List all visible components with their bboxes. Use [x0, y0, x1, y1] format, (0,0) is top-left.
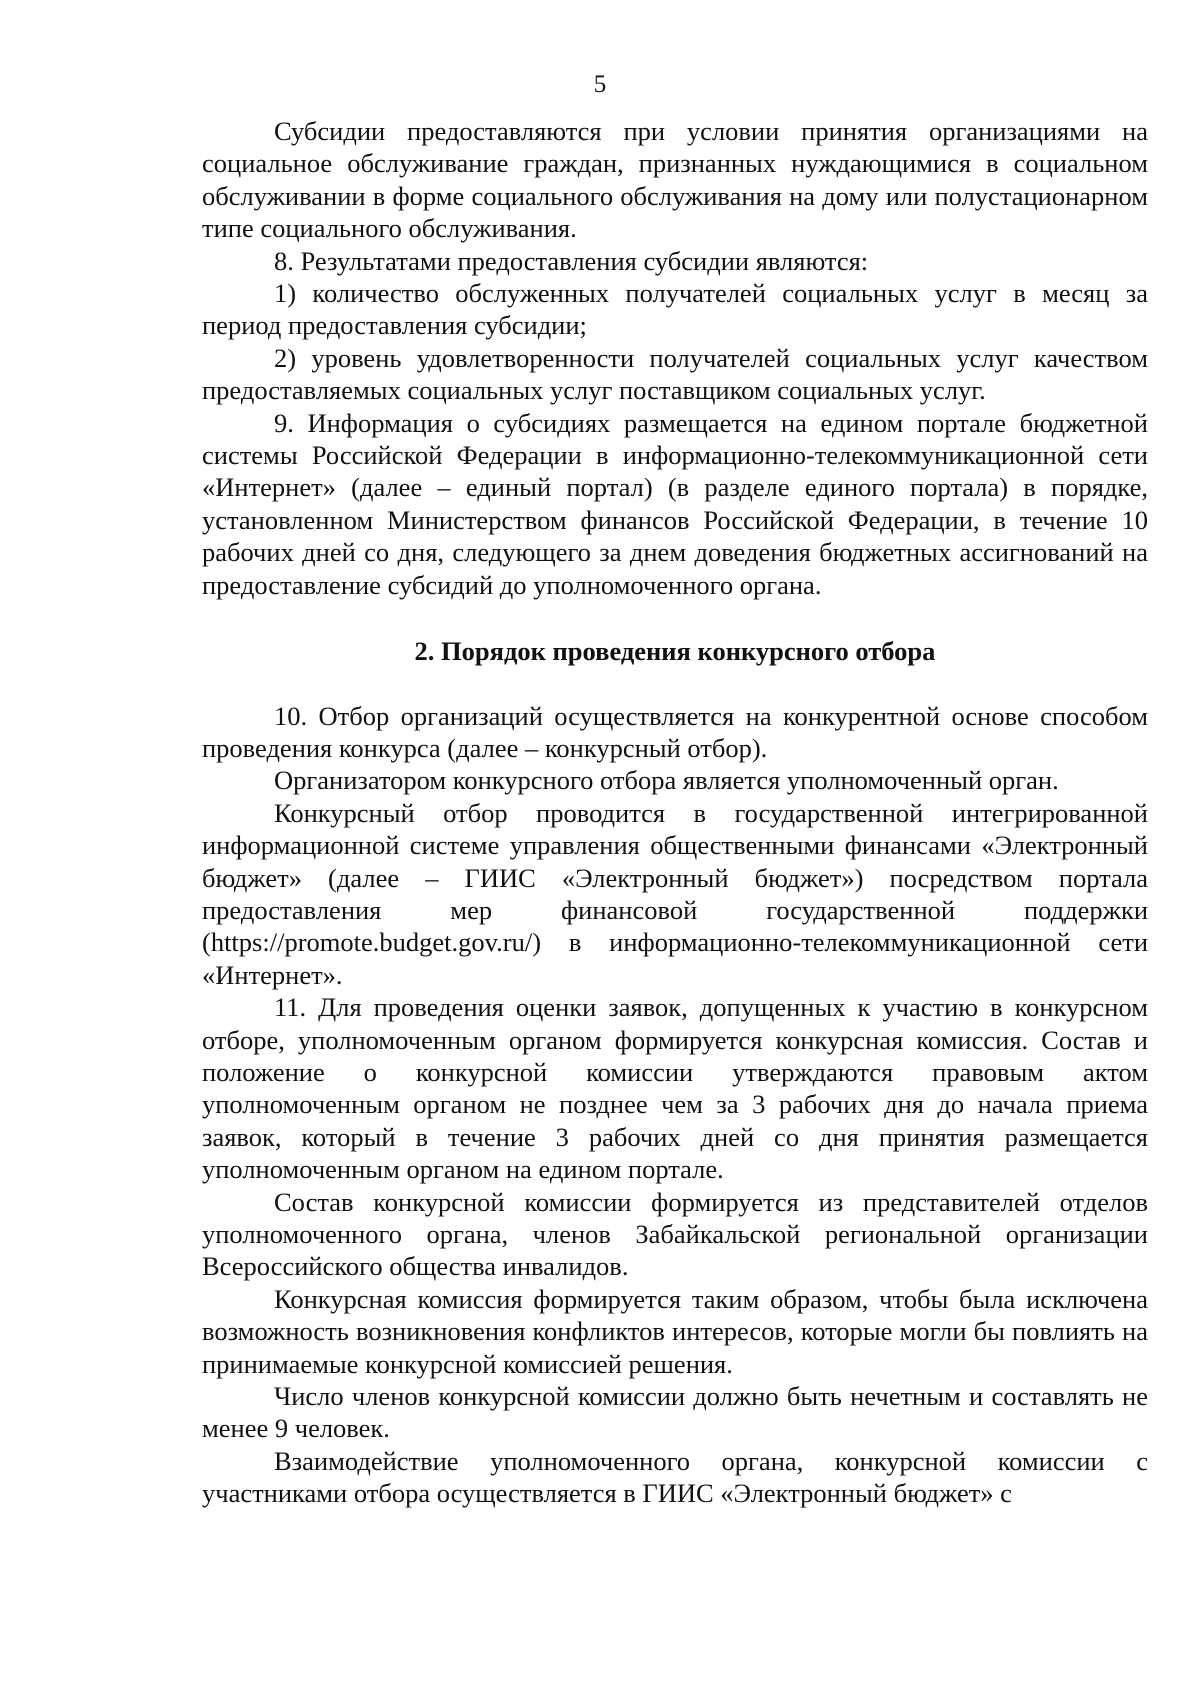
- paragraph-subsidy-conditions: Субсидии предоставляются при условии принятия организациями на социальное обслуживание граждан, признанных нуждающимися в социальном обслуживании в форме социального обслуживания на дому или полустационарном типе социального обслуживания.: [202, 116, 1148, 244]
- paragraph-conflict-of-interest: Конкурсная комиссия формируется таким образом, чтобы была исключена возможность возникновения конфликтов интересов, которые могли бы повлиять на принимаемые конкурсной комиссией решения.: [202, 1283, 1148, 1379]
- spacer: [202, 668, 1148, 700]
- paragraph-result-2: 2) уровень удовлетворенности получателей социальных услуг качеством предоставляемых социальных услуг поставщиком социальных услуг.: [202, 342, 1148, 406]
- spacer: [202, 601, 1148, 635]
- paragraph-member-count: Число членов конкурсной комиссии должно быть нечетным и составлять не менее 9 человек.: [202, 1381, 1148, 1444]
- page-number: 5: [593, 71, 607, 98]
- paragraph-item-11: 11. Для проведения оценки заявок, допущенных к участию в конкурсном отборе, уполномоченным органом формируется конкурсная комиссия. Состав и положение о конкурсной комиссии утверждаются правовым актом уполномоченным органом не позднее чем за 3 рабочих дня до начала приема заявок, который в течение 3 рабочих дней со дня принятия размещается уполномоченным органом на едином портале.: [202, 992, 1148, 1185]
- paragraph-item-9: 9. Информация о субсидиях размещается на едином портале бюджетной системы Российской Федерации в информационно-телекоммуникационной сети «Интернет» (далее – единый портал) (в разделе единого портала) в порядке, установленном Министерством финансов Российской Федерации, в течение 10 рабочих дней со дня, следующего за днем доведения бюджетных ассигнований на предоставление субсидий до уполномоченного органа.: [202, 407, 1148, 600]
- paragraph-item-10: 10. Отбор организаций осуществляется на конкурентной основе способом проведения конкурса (далее – конкурсный отбор).: [202, 700, 1148, 763]
- paragraph-interaction: Взаимодействие уполномоченного органа, конкурсной комиссии с участниками отбора осуществляется в ГИИС «Электронный бюджет» с: [202, 1445, 1148, 1509]
- paragraph-commission-composition: Состав конкурсной комиссии формируется из представителей отделов уполномоченного органа, членов Забайкальской региональной организации Всероссийского общества инвалидов.: [202, 1186, 1148, 1282]
- document-body: [202, 115, 1148, 1510]
- paragraph-result-1: 1) количество обслуженных получателей социальных услуг в месяц за период предоставления субсидии;: [202, 278, 1148, 341]
- paragraph-giis: Конкурсный отбор проводится в государственной интегрированной информационной системе управления общественными финансами «Электронный бюджет» (далее – ГИИС «Электронный бюджет») посредством портала предоставления мер финансовой государственной поддержки (https://promote.budget.gov.ru/) в информационно-телекоммуникационной сети «Интернет».: [202, 797, 1148, 990]
- section-heading: 2. Порядок проведения конкурсного отбора: [414, 636, 936, 667]
- paragraph-item-8: 8. Результатами предоставления субсидии являются:: [274, 245, 869, 276]
- paragraph-organizer: Организатором конкурсного отбора является уполномоченный орган.: [274, 765, 1059, 796]
